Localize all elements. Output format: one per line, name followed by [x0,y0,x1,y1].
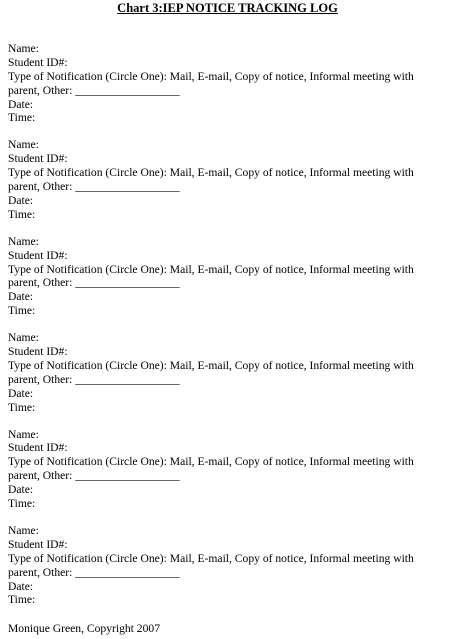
time-label: Time: [8,207,36,221]
other-blank-line: parent, Other: __________________ [8,469,180,483]
date-label: Date: [8,483,34,497]
name-label: Name: [8,523,39,537]
student-id-label: Student ID#: [8,345,68,359]
student-id-label: Student ID#: [8,248,68,262]
name-label: Name: [8,331,39,345]
name-label: Name: [8,42,39,55]
time-label: Time: [8,593,36,607]
date-label: Date: [8,193,34,207]
other-blank-line: parent, Other: __________________ [8,180,180,194]
date-label: Date: [8,579,34,593]
copyright-footer: Monique Green, Copyright 2007 [8,622,160,635]
date-label: Date: [8,97,34,111]
student-id-label: Student ID#: [8,152,68,166]
time-label: Time: [8,304,36,318]
log-entry [8,428,448,524]
student-id-label: Student ID#: [8,537,68,551]
student-id-label: Student ID#: [8,55,68,69]
name-label: Name: [8,427,39,441]
log-entry [8,331,448,427]
student-id-label: Student ID#: [8,441,68,455]
date-label: Date: [8,386,34,400]
name-label: Name: [8,234,39,248]
name-label: Name: [8,138,39,152]
page-title: Chart 3:IEP NOTICE TRACKING LOG [117,1,338,15]
log-entry [8,235,448,331]
log-entry [8,138,448,234]
notification-type-line: Type of Notification (Circle One): Mail, E-mail, Copy of notice, Informal meeting with [8,455,414,469]
log-entry [8,524,448,620]
log-entries [8,42,448,620]
notification-type-line: Type of Notification (Circle One): Mail, E-mail, Copy of notice, Informal meeting with [8,69,414,83]
notification-type-line: Type of Notification (Circle One): Mail, E-mail, Copy of notice, Informal meeting with [8,166,414,180]
notification-type-line: Type of Notification (Circle One): Mail, E-mail, Copy of notice, Informal meeting with [8,262,414,276]
other-blank-line: parent, Other: __________________ [8,83,180,97]
time-label: Time: [8,497,36,511]
time-label: Time: [8,111,36,125]
time-label: Time: [8,400,36,414]
date-label: Date: [8,290,34,304]
other-blank-line: parent, Other: __________________ [8,565,180,579]
notification-type-line: Type of Notification (Circle One): Mail, E-mail, Copy of notice, Informal meeting with [8,551,414,565]
other-blank-line: parent, Other: __________________ [8,372,180,386]
notification-type-line: Type of Notification (Circle One): Mail, E-mail, Copy of notice, Informal meeting with [8,358,414,372]
other-blank-line: parent, Other: __________________ [8,276,180,290]
log-entry [8,42,448,138]
